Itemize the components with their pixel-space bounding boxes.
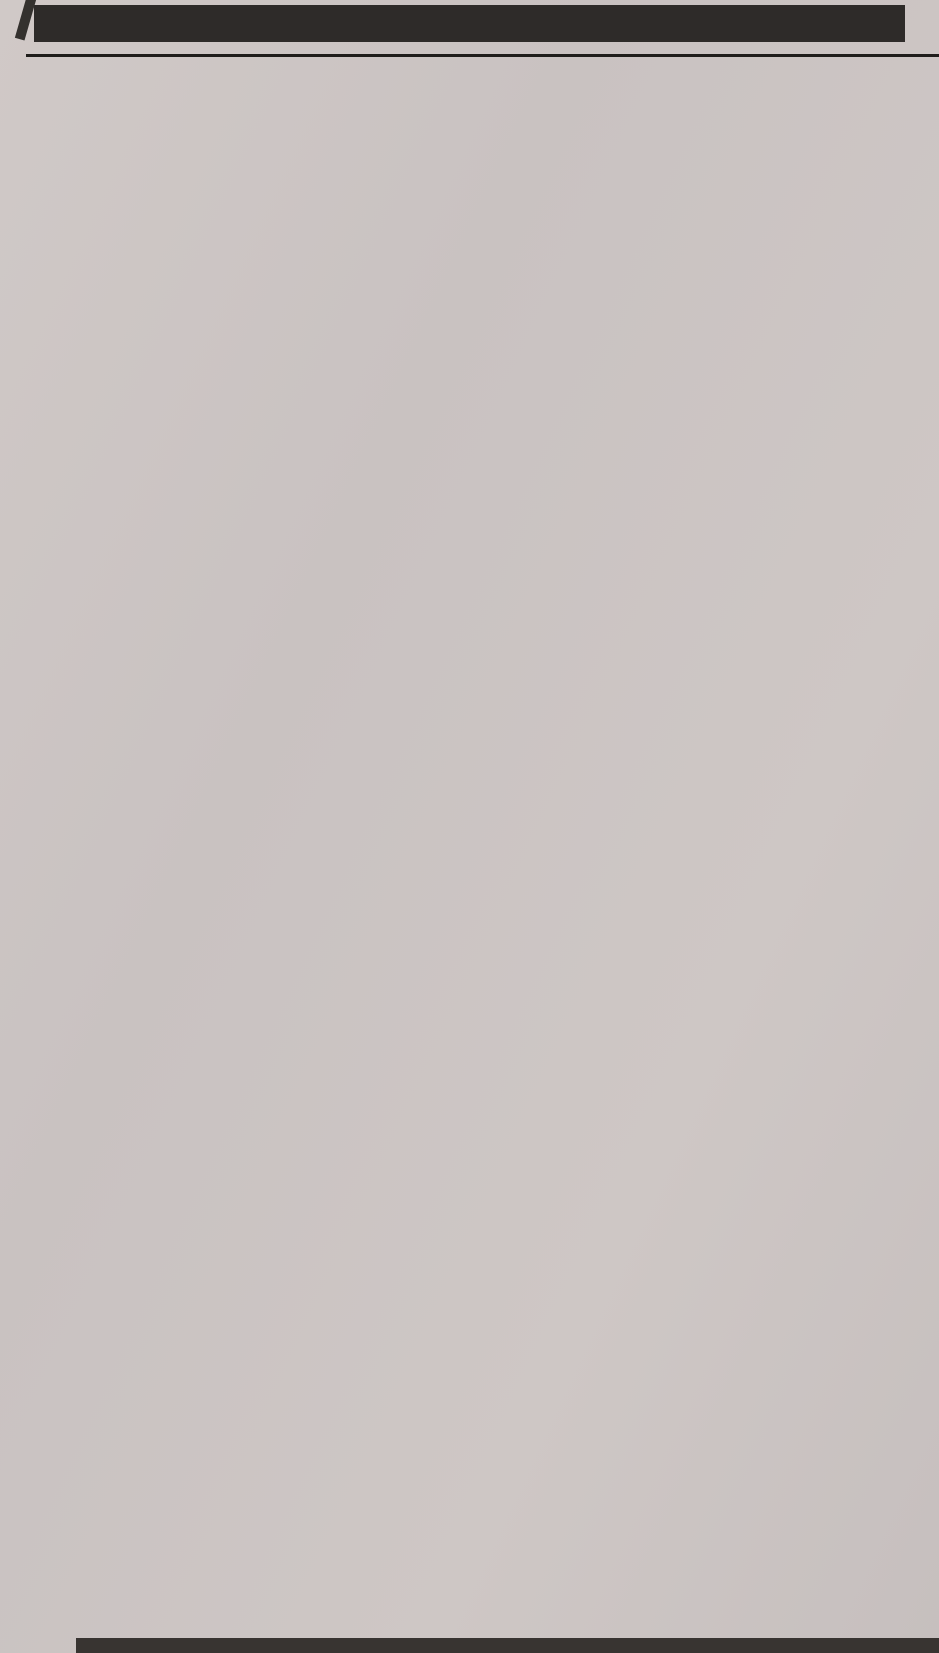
next-section-bar (76, 1638, 939, 1653)
questions-section-top (0, 50, 939, 52)
board-title-bar (34, 5, 905, 42)
questions-section-bottom (0, 57, 939, 59)
